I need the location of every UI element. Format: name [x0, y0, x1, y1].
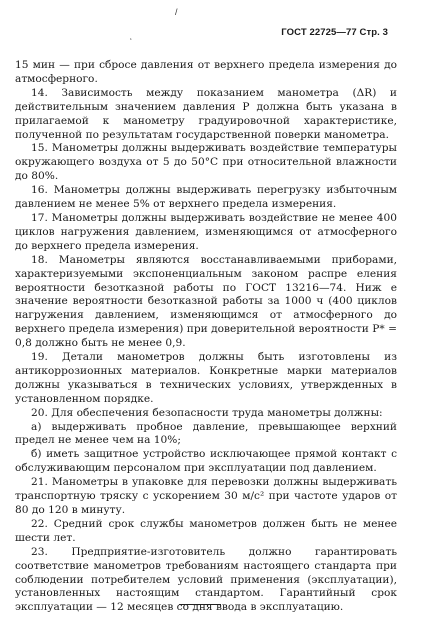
paragraph-16: 16. Манометры должны выдерживать перегрузку избыточным давлением не менее 5% от верхнего предела измерения.: [15, 184, 397, 211]
paragraph-19: 19. Детали манометров должны быть изготовлены из антикоррозионных материалов. Конкретные марки материалов должны указываться в технических условиях, утвержденных в установленном порядке.: [15, 351, 397, 405]
end-divider: [179, 604, 221, 605]
page-header: [281, 27, 388, 38]
paragraph-22: 22. Средний срок службы манометров должен быть не менее шести лет.: [15, 517, 397, 544]
paragraph-20: 20. Для обеспечения безопасности труда манометры должны:: [31, 406, 383, 419]
paragraph-continuation: 15 мин — при сбросе давления от верхнего предела измерения до атмосферного.: [15, 59, 397, 85]
page-number: Стр. 3: [359, 27, 388, 38]
scan-mark: ‘: [130, 37, 132, 46]
paragraph-15: 15. Манометры должны выдерживать воздействие температуры окружающего воздуха от 5 до 50°C при относительной влажности до 80%.: [15, 142, 397, 183]
standard-number: ГОСТ 22725—77: [281, 27, 357, 38]
paragraph-17: 17. Манометры должны выдерживать воздействие не менее 400 циклов нагружения давлением, изменяющимся от атмосферного до верхнего предела измерения.: [15, 211, 397, 252]
document-body: [15, 59, 397, 615]
paragraph-20a: а) выдерживать пробное давление, превышающее верхний предел не менее чем на 10%;: [15, 420, 397, 447]
paragraph-23: 23. Предприятие-изготовитель должно гарантировать соответствие манометров требованиям настоящего стандарта при соблюдении потребителем условий применения (эксплуатации), установленных настоящим стандартом. Гарантийный срок эксплуатации — 12 месяцев со дня ввода в эксплуатацию.: [15, 545, 397, 614]
paragraph-14: 14. Зависимость между показанием манометра (ΔR) и действительным значением давления P должна быть указана в прилагаемой к манометру градуировочной характеристике, полученной по результатам государственной поверки манометра.: [15, 86, 397, 141]
scan-mark: /: [175, 7, 178, 17]
paragraph-21: 21. Манометры в упаковке для перевозки должны выдерживать транспортную тряску с ускорением 30 м/с² при частоте ударов от 80 до 120 в минуту.: [15, 476, 397, 516]
paragraph-18: 18. Манометры являются восстанавливаемыми приборами, характеризуемыми экспоненциальным законом распре еления вероятности безотказной работы по ГОСТ 13216—74. Ниж е значение вероятности безотказной работы за 1000 ч (400 циклов нагружения давлением, изменяющимся от атмосферного до верхнего предела измерения) при доверительной вероятности P* = 0,8 должно быть не менее 0,9.: [15, 253, 397, 350]
paragraph-20b: б) иметь защитное устройство исключающее прямой контакт с обслуживающим персоналом при эксплуатации под давлением.: [15, 448, 397, 475]
